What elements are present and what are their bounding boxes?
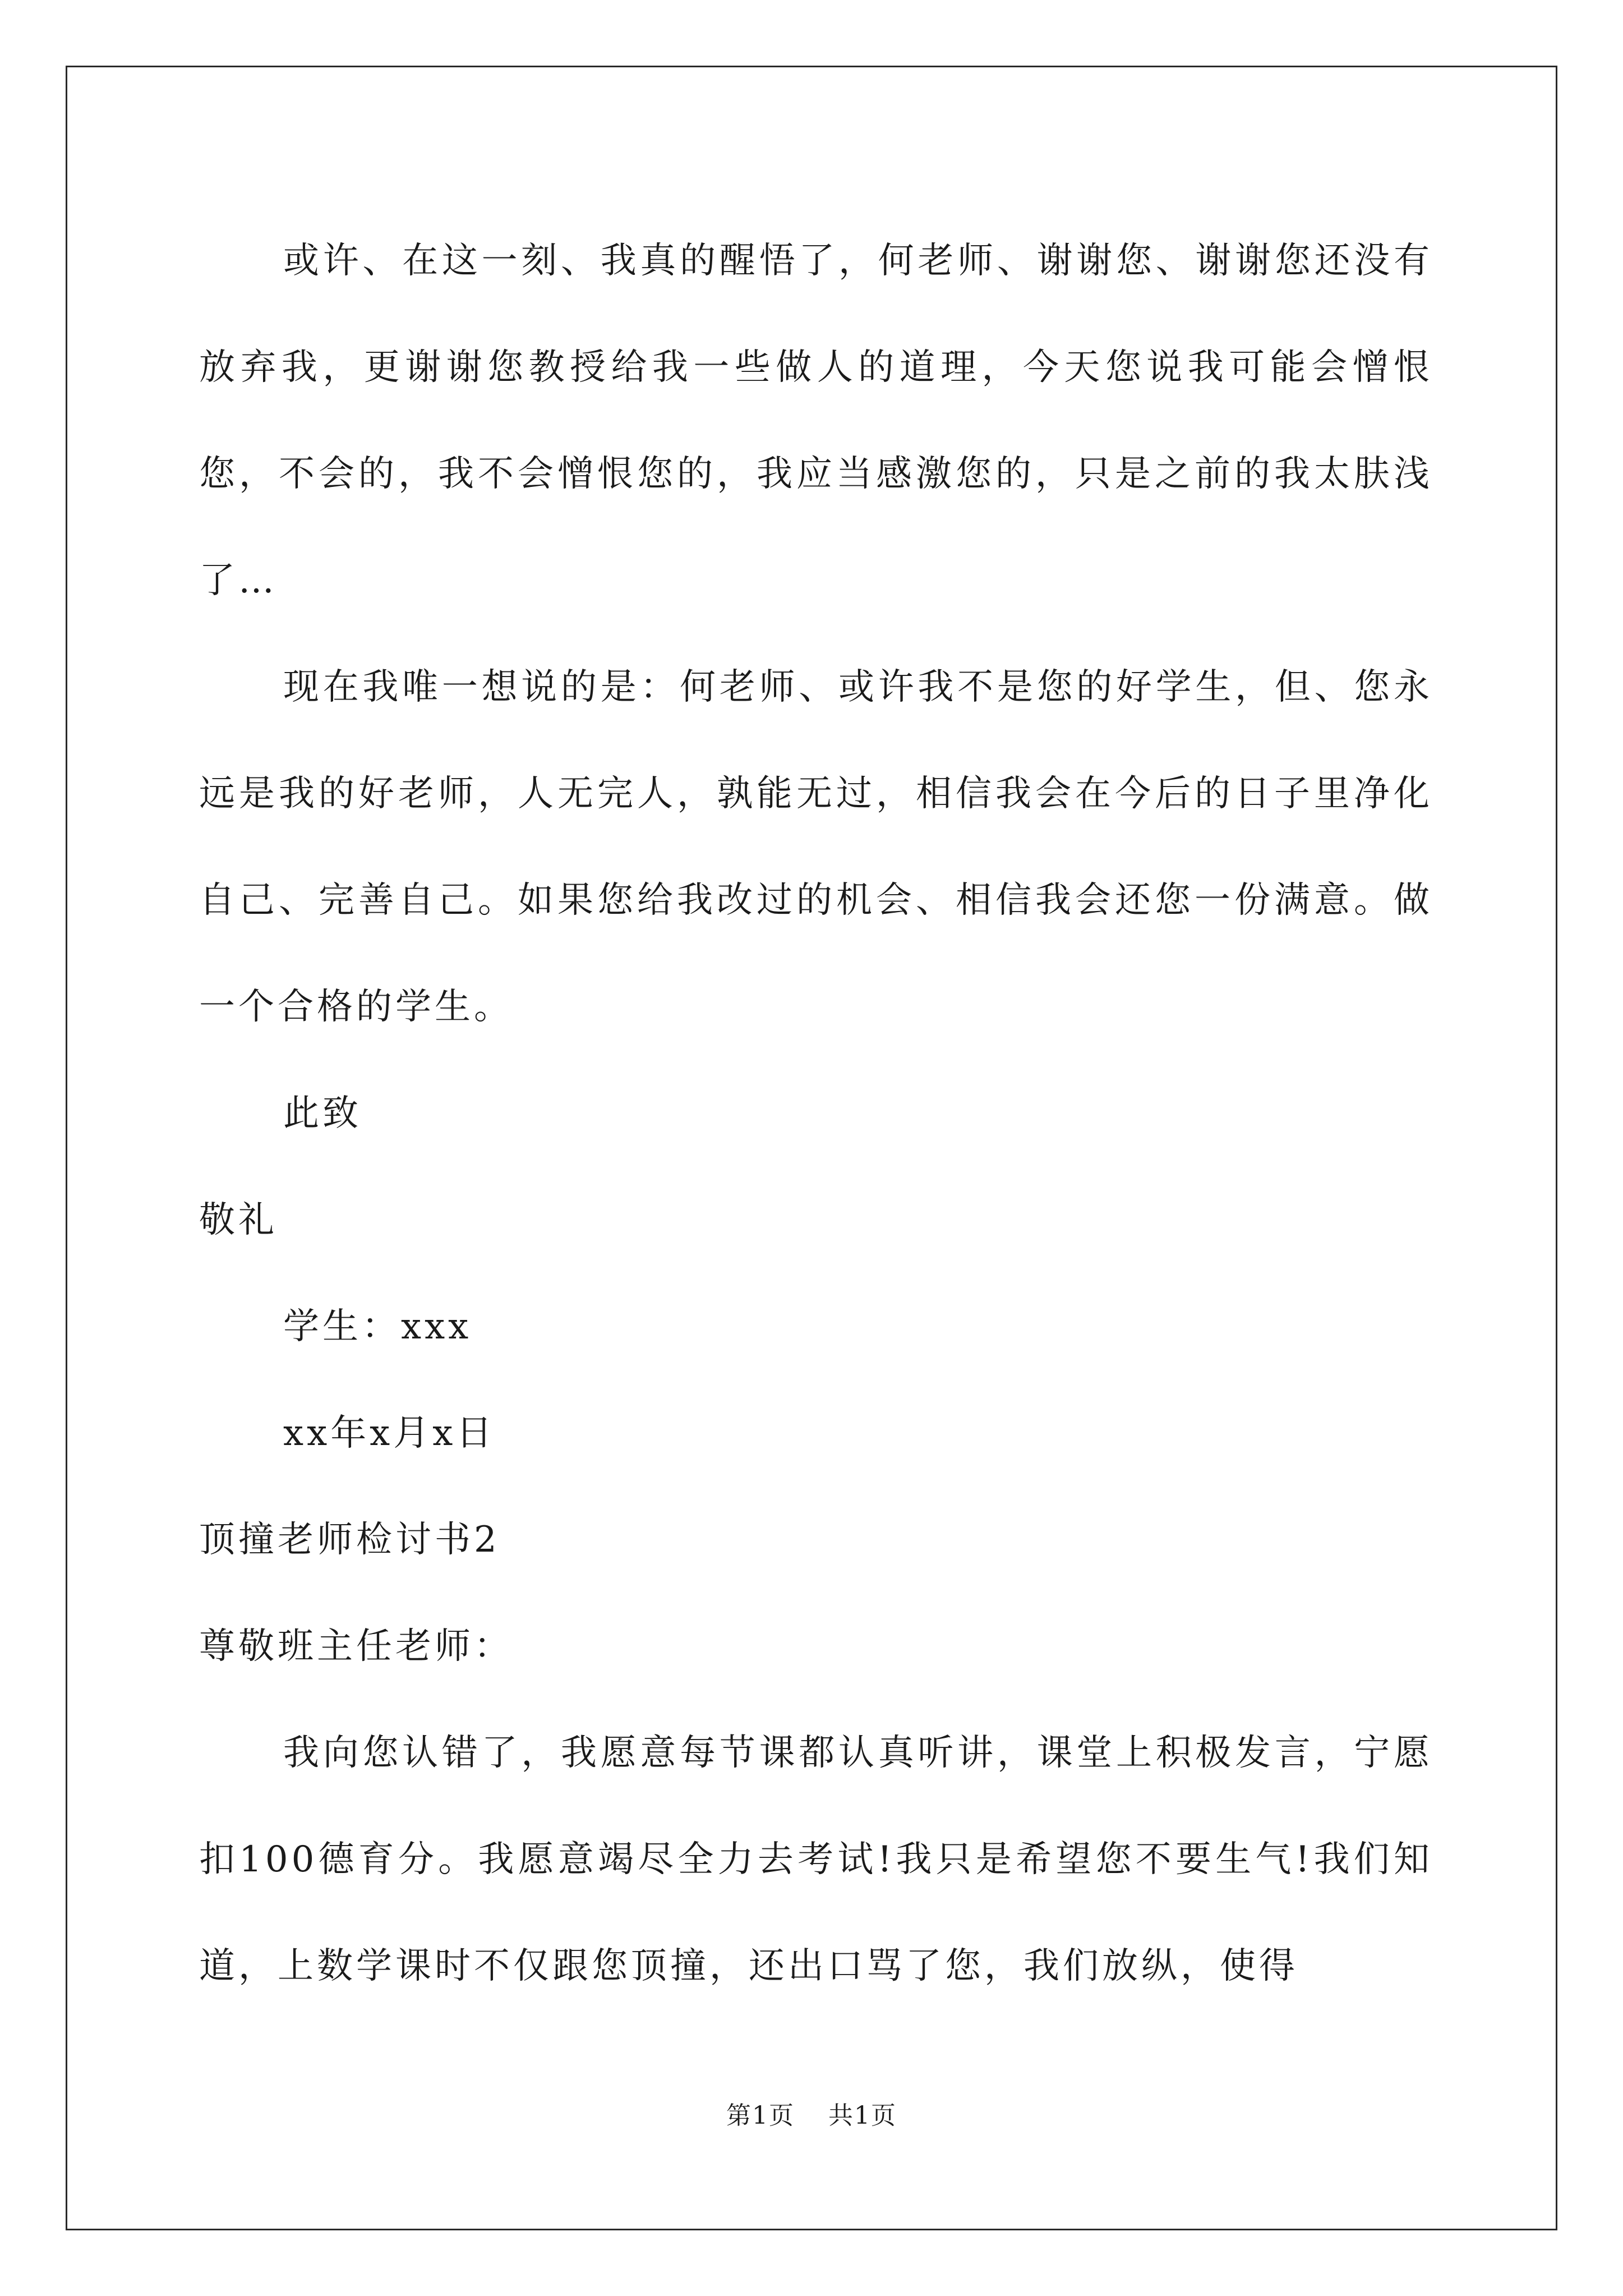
page-number: 第1页 bbox=[726, 2101, 795, 2130]
page-footer bbox=[0, 2095, 1623, 2131]
paragraph: 或许、在这一刻、我真的醒悟了，何老师、谢谢您、谢谢您还没有放弃我，更谢谢您教授给我一些做人的道理，今天您说我可能会憎恨您，不会的，我不会憎恨您的，我应当感激您的，只是之前的我太肤浅了… bbox=[199, 240, 1433, 601]
greeting: 尊敬班主任老师： bbox=[199, 1626, 513, 1667]
section-title: 顶撞老师检讨书2 bbox=[199, 1519, 500, 1561]
page-total: 共1页 bbox=[828, 2101, 897, 2130]
paragraph: 我向您认错了，我愿意每节课都认真听讲，课堂上积极发言，宁愿扣100德育分。我愿意竭尽全力去考试!我只是希望您不要生气!我们知道，上数学课时不仅跟您顶撞，还出口骂了您，我们放纵，使得 bbox=[199, 1732, 1433, 1987]
document-body bbox=[199, 208, 1433, 2019]
closing-respect: 敬礼 bbox=[199, 1199, 278, 1241]
signature-date: xx年x月x日 bbox=[283, 1412, 496, 1454]
closing-salutation: 此致 bbox=[283, 1093, 362, 1134]
paragraph: 现在我唯一想说的是：何老师、或许我不是您的好学生，但、您永远是我的好老师，人无完人，孰能无过，相信我会在今后的日子里净化自己、完善自己。如果您给我改过的机会、相信我会还您一份满意。做一个合格的学生。 bbox=[199, 666, 1433, 1028]
signature-student: 学生：xxx bbox=[283, 1306, 472, 1347]
